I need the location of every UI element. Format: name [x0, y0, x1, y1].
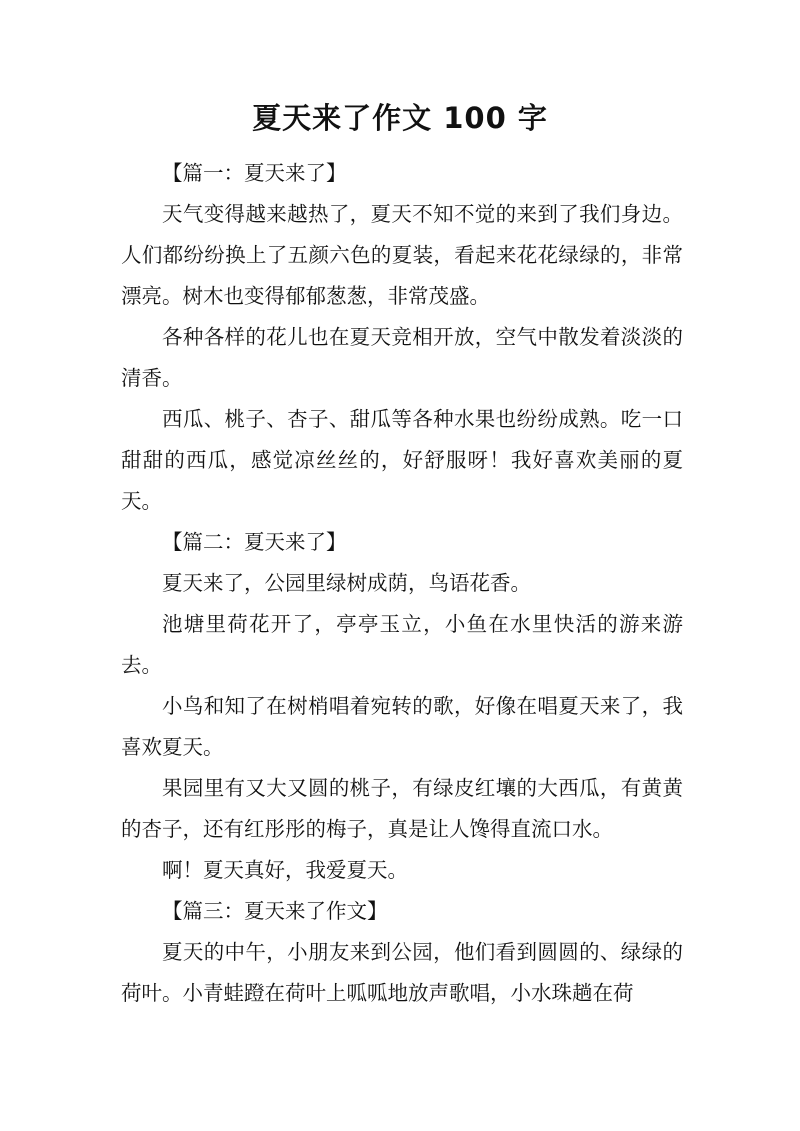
paragraph: 天气变得越来越热了，夏天不知不觉的来到了我们身边。人们都纷纷换上了五颜六色的夏装，看起来花花绿绿的，非常漂亮。树木也变得郁郁葱葱，非常茂盛。 [121, 202, 683, 308]
paragraph: 夏天来了，公园里绿树成荫，鸟语花香。 [162, 571, 531, 595]
document-body [121, 153, 683, 1014]
paragraph: 各种各样的花儿也在夏天竞相开放，空气中散发着淡淡的清香。 [121, 325, 683, 390]
paragraph: 小鸟和知了在树梢唱着宛转的歌，好像在唱夏天来了，我喜欢夏天。 [121, 694, 683, 759]
paragraph: 夏天的中午，小朋友来到公园，他们看到圆圆的、绿绿的荷叶。小青蛙蹬在荷叶上呱呱地放声歌唱，小水珠趟在荷 [121, 940, 683, 1005]
section-heading-1: 【篇一：夏天来了】 [162, 161, 347, 185]
document-title: 夏天来了作文 100 字 [252, 101, 548, 135]
paragraph: 果园里有又大又圆的桃子，有绿皮红壤的大西瓜，有黄黄的杏子，还有红彤彤的梅子，真是让人馋得直流口水。 [121, 776, 683, 841]
section-heading-2: 【篇二：夏天来了】 [162, 530, 347, 554]
paragraph: 西瓜、桃子、杏子、甜瓜等各种水果也纷纷成熟。吃一口甜甜的西瓜，感觉凉丝丝的，好舒服呀！我好喜欢美丽的夏天。 [121, 407, 683, 513]
section-heading-3: 【篇三：夏天来了作文】 [162, 899, 388, 923]
paragraph: 啊！夏天真好，我爱夏天。 [162, 858, 408, 882]
paragraph: 池塘里荷花开了，亭亭玉立，小鱼在水里快活的游来游去。 [121, 612, 683, 677]
